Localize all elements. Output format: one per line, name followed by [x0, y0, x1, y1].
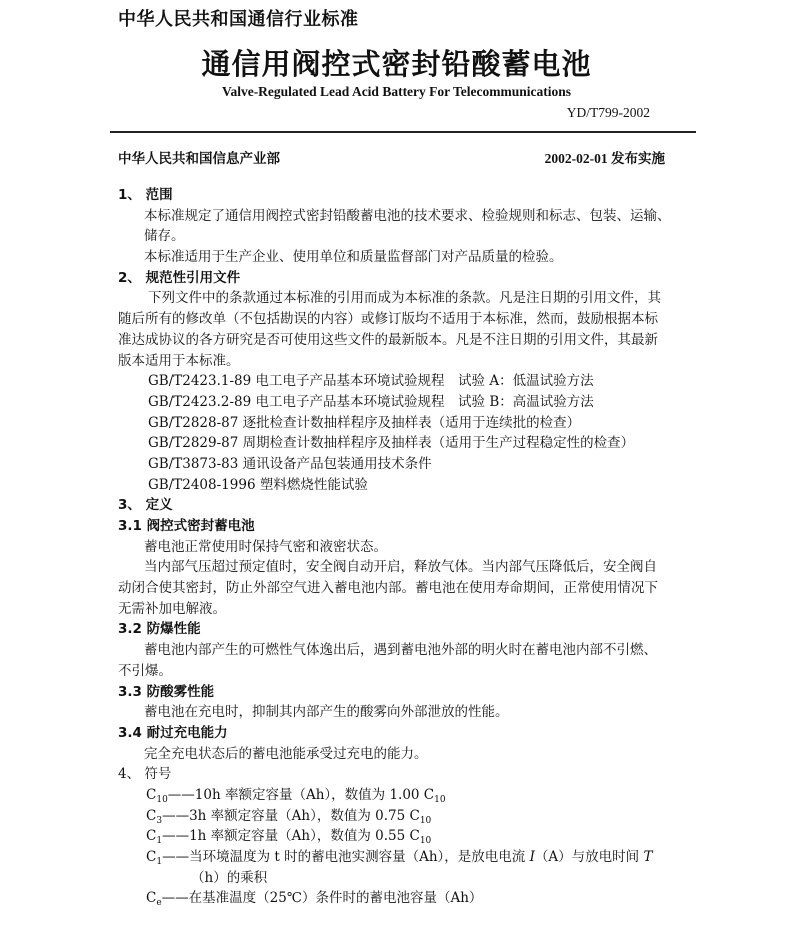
symbol: C	[146, 849, 157, 865]
section-heading-normative-references: 2、 规范性引用文件	[118, 269, 241, 286]
paragraph-line: 版本适用于本标准。	[118, 352, 240, 369]
standard-category: 中华人民共和国通信行业标准	[118, 9, 359, 30]
paragraph-line: 当内部气压超过预定值时，安全阀自动开启，释放气体。当内部气压降低后，安全阀自	[144, 559, 657, 576]
subsection-heading: 3.3 防酸雾性能	[118, 683, 215, 700]
subsection-heading: 3.1 阀控式密封蓄电池	[118, 518, 255, 534]
symbol-description: ——10h 率额定容量（Ah），数值为 1.00 C	[167, 786, 435, 803]
symbol-description: （A）与放电时间	[534, 849, 644, 865]
symbol-subscript: 10	[419, 836, 432, 847]
symbol-subscript: 10	[419, 815, 432, 826]
variable: I	[529, 849, 535, 865]
paragraph-line: 动闭合使其密封，防止外部空气进入蓄电池内部。蓄电池在使用寿命期间，正常使用情况下	[118, 580, 658, 597]
paragraph-line: 本标准适用于生产企业、使用单位和质量监督部门对产品质量的检验。	[144, 249, 563, 266]
reference-item: GB/T2423.1-89 电工电子产品基本环境试验规程 试验 A：低温试验方法	[148, 373, 594, 390]
symbol-subscript: 1	[156, 836, 163, 847]
paragraph-line: 下列文件中的条款通过本标准的引用而成为本标准的条款。凡是注日期的引用文件，其	[148, 290, 661, 307]
document-title: 通信用阀控式密封铅酸蓄电池	[201, 47, 592, 81]
symbol-description: ——3h 率额定容量（Ah），数值为 0.75 C	[162, 807, 420, 824]
symbol-item-continuation: （h）的乘积	[191, 869, 268, 886]
reference-item: GB/T2423.2-89 电工电子产品基本环境试验规程 试验 B：高温试验方法	[148, 393, 594, 410]
paragraph-line: 无需补加电解液。	[118, 600, 226, 617]
english-title: Valve-Regulated Lead Acid Battery For Telecommunications	[221, 84, 572, 99]
symbol-item	[118, 847, 688, 868]
symbol: C	[146, 786, 157, 803]
section-heading-definitions: 3、 定义	[118, 497, 173, 514]
section-heading-scope: 1、 范围	[118, 187, 173, 203]
reference-item: GB/T2408-1996 塑料燃烧性能试验	[148, 476, 368, 493]
symbol-description: ——1h 率额定容量（Ah），数值为 0.55 C	[162, 828, 420, 845]
paragraph-line: 准达成协议的各方研究是否可使用这些文件的最新版本。凡是不注日期的引用文件，其最新	[118, 331, 658, 348]
reference-item: GB/T2828-87 逐批检查计数抽样程序及抽样表（适用于连续批的检查）	[148, 414, 581, 431]
paragraph-line: 储存。	[144, 228, 185, 245]
symbol: C	[146, 890, 157, 907]
effective-date: 2002-02-01 发布实施	[544, 151, 665, 166]
paragraph-line: 本标准规定了通信用阀控式密封铅酸蓄电池的技术要求、检验规则和标志、包装、运输、	[144, 207, 671, 224]
symbol-subscript: 3	[156, 815, 163, 826]
subsection-heading: 3.4 耐过充电能力	[118, 724, 228, 741]
issuing-authority: 中华人民共和国信息产业部	[118, 151, 280, 167]
paragraph-line: 蓄电池在充电时，抑制其内部产生的酸雾向外部泄放的性能。	[144, 704, 509, 721]
paragraph-line: 蓄电池内部产生的可燃性气体逸出后，遇到蓄电池外部的明火时在蓄电池内部不引燃、	[144, 642, 657, 659]
paragraph-line: 蓄电池正常使用时保持气密和液密状态。	[144, 538, 387, 555]
symbol-subscript: 10	[434, 794, 446, 805]
symbol-item	[118, 806, 688, 827]
reference-item: GB/T2829-87 周期检查计数抽样程序及抽样表（适用于生产过程稳定性的检查）	[148, 435, 635, 452]
header-divider	[110, 131, 696, 133]
symbol: C	[146, 828, 157, 845]
symbol: C	[146, 807, 157, 824]
variable: T	[643, 849, 653, 865]
paragraph-line: 不引爆。	[118, 662, 172, 679]
symbol-description: ——在基准温度（25℃）条件时的蓄电池容量（Ah）	[161, 890, 483, 907]
subsection-heading: 3.2 防爆性能	[118, 621, 201, 638]
symbol-description: ——当环境温度为 t 时的蓄电池实测容量（Ah），是放电电流	[162, 849, 530, 865]
symbol-item	[118, 826, 688, 847]
symbol-item	[118, 888, 688, 909]
symbol-subscript: 1	[156, 857, 163, 867]
paragraph-line: 完全充电状态后的蓄电池能承受过充电的能力。	[144, 745, 428, 762]
standard-code: YD/T799-2002	[566, 105, 650, 120]
section-heading-symbols: 4、 符号	[118, 766, 172, 783]
document-body	[118, 185, 688, 909]
reference-item: GB/T3873-83 通讯设备产品包装通用技术条件	[148, 455, 432, 472]
symbol-item	[118, 785, 688, 806]
symbol-subscript: 10	[156, 794, 168, 805]
symbol-subscript: e	[156, 898, 162, 909]
paragraph-line: 随后所有的修改单（不包括勘误的内容）或修订版均不适用于本标准，然而，鼓励根据本标	[118, 311, 658, 328]
